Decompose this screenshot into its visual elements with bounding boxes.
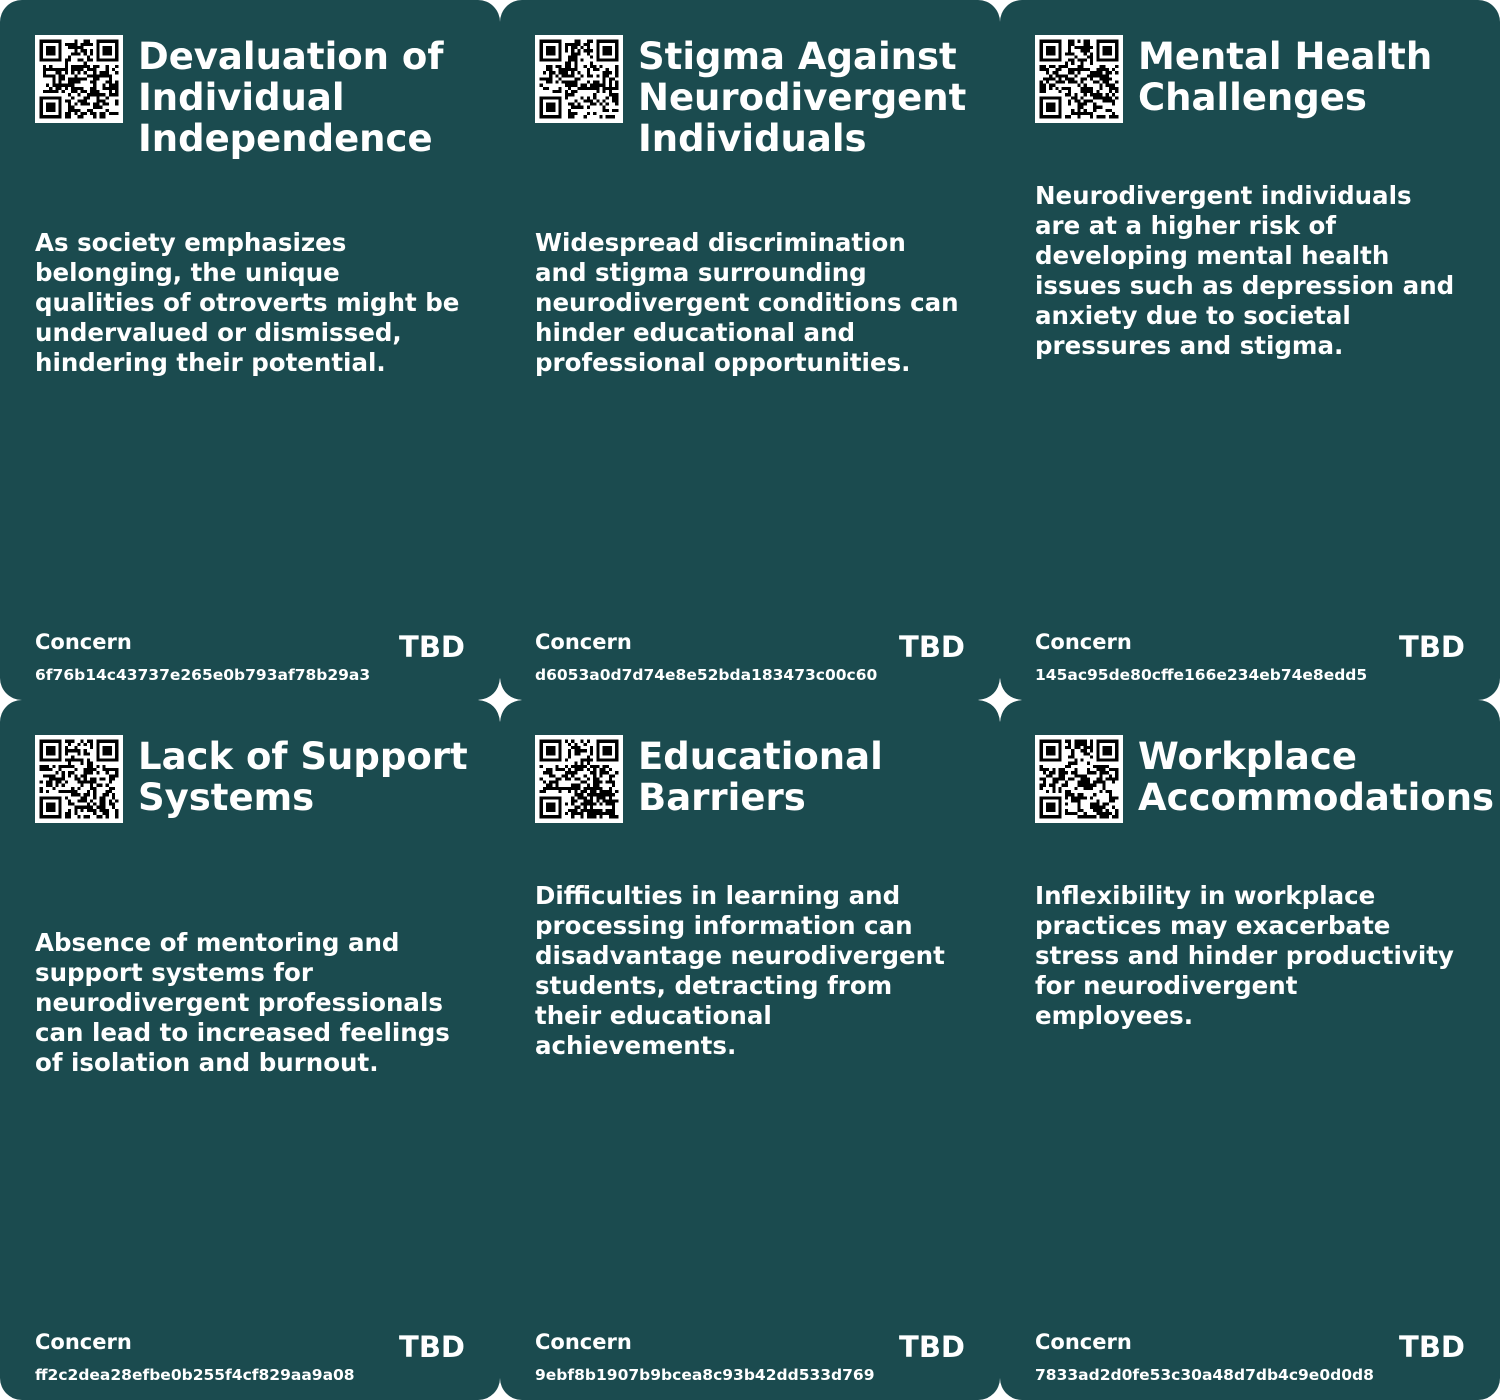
card-hash: 7833ad2d0fe53c30a48d7db4c9e0d0d8 (1035, 1366, 1374, 1384)
card-hash: 145ac95de80cffe166e234eb74e8edd5 (1035, 666, 1368, 684)
card-description: Neurodivergent individuals are at a higher risk of developing mental health issues such as depression and anxiety due to societal pressures and stigma. (1035, 181, 1455, 360)
card-type-label: Concern (35, 630, 132, 654)
concern-card[interactable] (500, 0, 1000, 700)
card-title: Educational Barriers (638, 735, 883, 819)
card-hash: ff2c2dea28efbe0b255f4cf829aa9a08 (35, 1366, 355, 1384)
card-type-label: Concern (535, 1330, 632, 1354)
qr-code-icon (35, 735, 123, 823)
card-description: Absence of mentoring and support systems for neurodivergent professionals can lead to increased feelings of isolation and burnout. (35, 928, 450, 1077)
card-hash: 9ebf8b1907b9bcea8c93b42dd533d769 (535, 1366, 875, 1384)
sparkle-icon (478, 678, 522, 722)
card-title: Workplace Accommodations (1138, 735, 1495, 819)
card-hash: d6053a0d7d74e8e52bda183473c00c60 (535, 666, 878, 684)
concern-card[interactable] (1000, 700, 1500, 1400)
card-hash: 6f76b14c43737e265e0b793af78b29a3 (35, 666, 371, 684)
card-description: Inflexibility in workplace practices may exacerbate stress and hinder productivity for neurodivergent employees. (1035, 881, 1454, 1030)
card-title: Devaluation of Individual Independence (138, 35, 444, 160)
qr-code-icon (535, 735, 623, 823)
card-description: As society emphasizes belonging, the unique qualities of otroverts might be undervalued or dismissed, hindering their potential. (35, 228, 460, 377)
card-title: Stigma Against Neurodivergent Individuals (638, 35, 967, 160)
sparkle-icon (978, 678, 1022, 722)
card-status: TBD (899, 630, 965, 664)
card-type-label: Concern (535, 630, 632, 654)
card-type-label: Concern (1035, 1330, 1132, 1354)
card-type-label: Concern (35, 1330, 132, 1354)
card-status: TBD (1399, 1330, 1465, 1364)
concern-card[interactable] (1000, 0, 1500, 700)
concern-card[interactable] (0, 700, 500, 1400)
concern-card[interactable] (0, 0, 500, 700)
card-status: TBD (399, 1330, 465, 1364)
qr-code-icon (1035, 735, 1123, 823)
card-description: Difficulties in learning and processing information can disadvantage neurodivergent students, detracting from their educational achievements. (535, 881, 945, 1060)
card-title: Lack of Support Systems (138, 735, 468, 819)
qr-code-icon (535, 35, 623, 123)
card-title: Mental Health Challenges (1138, 35, 1433, 119)
concern-card[interactable] (500, 700, 1000, 1400)
qr-code-icon (35, 35, 123, 123)
card-description: Widespread discrimination and stigma surrounding neurodivergent conditions can hinder educational and professional opportunities. (535, 228, 959, 377)
card-status: TBD (899, 1330, 965, 1364)
card-type-label: Concern (1035, 630, 1132, 654)
card-status: TBD (399, 630, 465, 664)
qr-code-icon (1035, 35, 1123, 123)
card-status: TBD (1399, 630, 1465, 664)
